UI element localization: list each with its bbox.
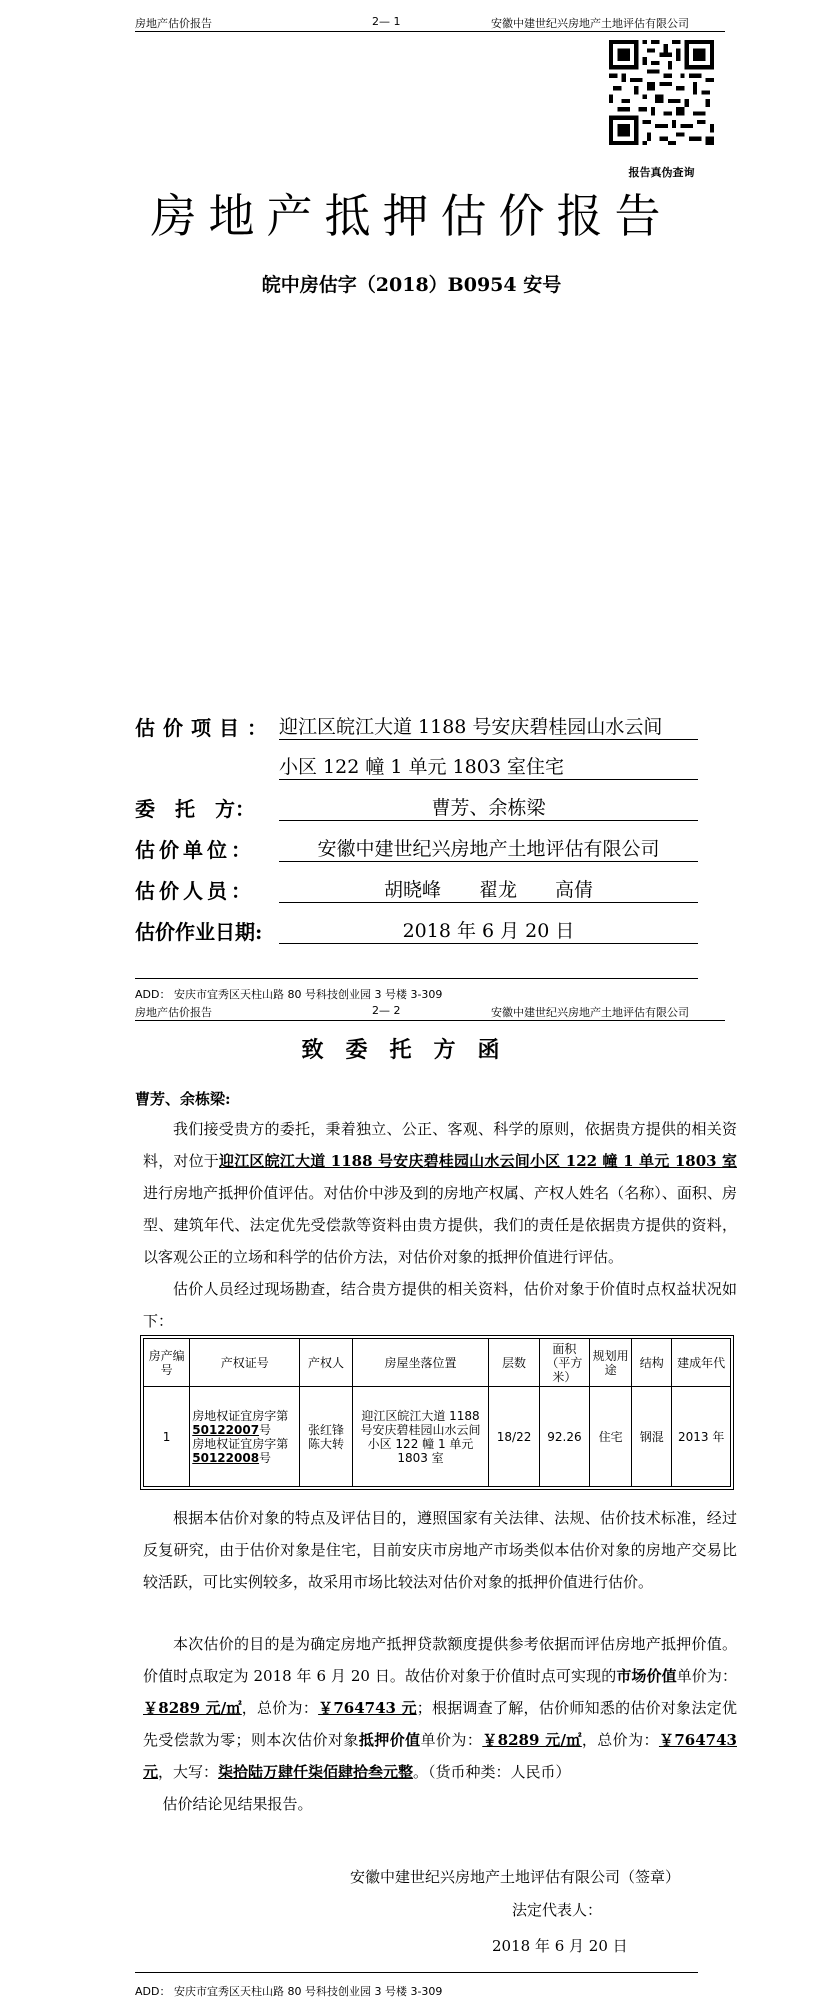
th-structure: 结构 (632, 1339, 672, 1387)
th-no: 房产编号 (144, 1339, 190, 1387)
qr-code-icon (609, 40, 714, 145)
market-total-price: ￥764743 元 (318, 1699, 417, 1717)
td-year: 2013 年 (672, 1387, 731, 1487)
page2-header-right: 安徽中建世纪兴房地产土地评估有限公司 (491, 1006, 689, 1019)
project-underline-2 (279, 779, 698, 780)
project-underline-1 (279, 739, 698, 740)
document-number: 皖中房估字（2018）B0954 安号 (261, 274, 562, 296)
th-owner: 产权人 (300, 1339, 352, 1387)
td-floors: 18/22 (489, 1387, 539, 1487)
org-value: 安徽中建世纪兴房地产土地评估有限公司 (317, 838, 660, 860)
th-year: 建成年代 (672, 1339, 731, 1387)
page1-header-page-number: 2— 1 (372, 15, 401, 28)
td-cert: 房地权证宜房字第50122007号 房地权证宜房字第50122008号 (190, 1387, 300, 1487)
report-title: 房地产抵押估价报告 (150, 189, 673, 243)
market-unit-price: ￥8289 元/㎡ (143, 1699, 242, 1717)
property-table (143, 1338, 731, 1487)
page2-header-rule (135, 1020, 725, 1021)
th-floors: 层数 (489, 1339, 539, 1387)
page1-header-left: 房地产估价报告 (135, 17, 212, 30)
paragraph-5: 估价结论见结果报告。 (162, 1795, 313, 1813)
th-area: 面积（平方米） (539, 1339, 589, 1387)
appraisers-underline (279, 902, 698, 903)
paragraph-3: 根据本估价对象的特点及评估目的，遵照国家有关法律、法规、估价技术标准，经过反复研究，由于估价对象是住宅，目前安庆市房地产市场类似本估价对象的房地产交易比较活跃，可比实例较多，故采用市场比较法对估价对象的抵押价值进行估价。 (143, 1509, 737, 1591)
td-owner: 张红锋陈大转 (300, 1387, 352, 1487)
market-value-label: 市场价值 (616, 1667, 677, 1685)
project-value-line2: 小区 122 幢 1 单元 1803 室住宅 (279, 756, 564, 778)
date-underline (279, 943, 698, 944)
qr-caption: 报告真伪查询 (628, 166, 695, 179)
table-row (144, 1387, 731, 1487)
paragraph-2: 估价人员经过现场勘查，结合贵方提供的相关资料，估价对象于价值时点权益状况如下： (143, 1280, 737, 1330)
project-value-line1: 迎江区皖江大道 1188 号安庆碧桂园山水云间 (279, 716, 663, 738)
letter-title: 致委托方函 (301, 1037, 522, 1063)
td-area: 92.26 (539, 1387, 589, 1487)
client-value: 曹芳、余栋梁 (431, 797, 546, 819)
client-underline (279, 820, 698, 821)
page1-header-rule (135, 31, 725, 32)
date-label: 估价作业日期: (135, 920, 263, 944)
client-label: 委 托 方： (135, 797, 255, 821)
signature-date: 2018 年 6 月 20 日 (492, 1937, 628, 1955)
mortgage-unit-price: ￥8289 元/㎡ (482, 1731, 582, 1749)
amount-in-words: 柒拾陆万肆仟柒佰肆拾叁元整 (218, 1763, 414, 1781)
th-location: 房屋坐落位置 (352, 1339, 489, 1387)
page2-footer-rule (135, 1972, 698, 1973)
property-address: 迎江区皖江大道 1188 号安庆碧桂园山水云间小区 122 幢 1 单元 1803 室 (219, 1152, 737, 1170)
date-value: 2018 年 6 月 20 日 (402, 920, 575, 942)
page2-header-left: 房地产估价报告 (135, 1006, 212, 1019)
appraisers-label: 估价人员： (135, 879, 255, 903)
th-usage: 规划用途 (590, 1339, 632, 1387)
signature-representative: 法定代表人： (512, 1901, 603, 1919)
page2-header-page-number: 2— 2 (372, 1004, 401, 1017)
paragraph-4: 本次估价的目的是为确定房地产抵押贷款额度提供参考依据而评估房地产抵押价值。价值时点取定为 2018 年 6 月 20 日。故估价对象于价值时点可实现的市场价值单价为：￥8289 元/㎡，总价为：￥764743 元；根据调查了解，估价师知悉的估价对象法定优先受偿款为零；则本次估价对象抵押价值单价为：￥8289 元/㎡，总价为：￥764743 元，大写：柒拾陆万肆仟柒佰肆拾叁元整。（货币种类：人民币） (143, 1635, 737, 1781)
org-label: 估价单位： (135, 838, 255, 862)
mortgage-value-label: 抵押价值 (358, 1731, 421, 1749)
page1-header-right: 安徽中建世纪兴房地产土地评估有限公司 (491, 17, 689, 30)
paragraph-1: 我们接受贵方的委托，秉着独立、公正、客观、科学的原则，依据贵方提供的相关资料，对位于迎江区皖江大道 1188 号安庆碧桂园山水云间小区 122 幢 1 单元 1803 室进行房地产抵押价值评估。对估价中涉及到的房地产权属、产权人姓名（名称）、面积、房型、建筑年代、法定优先受偿款等资料由贵方提供，我们的责任是依据贵方提供的资料，以客观公正的立场和科学的估价方法，对估价对象的抵押价值进行评估。 (143, 1120, 737, 1266)
td-no: 1 (144, 1387, 190, 1487)
td-usage: 住宅 (590, 1387, 632, 1487)
letter-salutation: 曹芳、余栋梁: (135, 1090, 231, 1108)
project-label: 估价项目： (135, 716, 275, 740)
td-location: 迎江区皖江大道 1188 号安庆碧桂园山水云间小区 122 幢 1 单元 1803 室 (352, 1387, 489, 1487)
page1-footer-rule (135, 978, 698, 979)
td-structure: 钢混 (632, 1387, 672, 1487)
table-header-row (144, 1339, 731, 1387)
signature-company: 安徽中建世纪兴房地产土地评估有限公司（签章） (350, 1868, 681, 1886)
th-cert: 产权证号 (190, 1339, 300, 1387)
org-underline (279, 861, 698, 862)
page1-footer-address: ADD： 安庆市宜秀区天柱山路 80 号科技创业园 3 号楼 3-309 (135, 988, 443, 1001)
appraisers-value: 胡晓峰 翟龙 高倩 (383, 879, 593, 901)
mortgage-total-price: ￥764743 元 (143, 1731, 737, 1781)
page2-footer-address: ADD： 安庆市宜秀区天柱山路 80 号科技创业园 3 号楼 3-309 (135, 1985, 443, 1998)
